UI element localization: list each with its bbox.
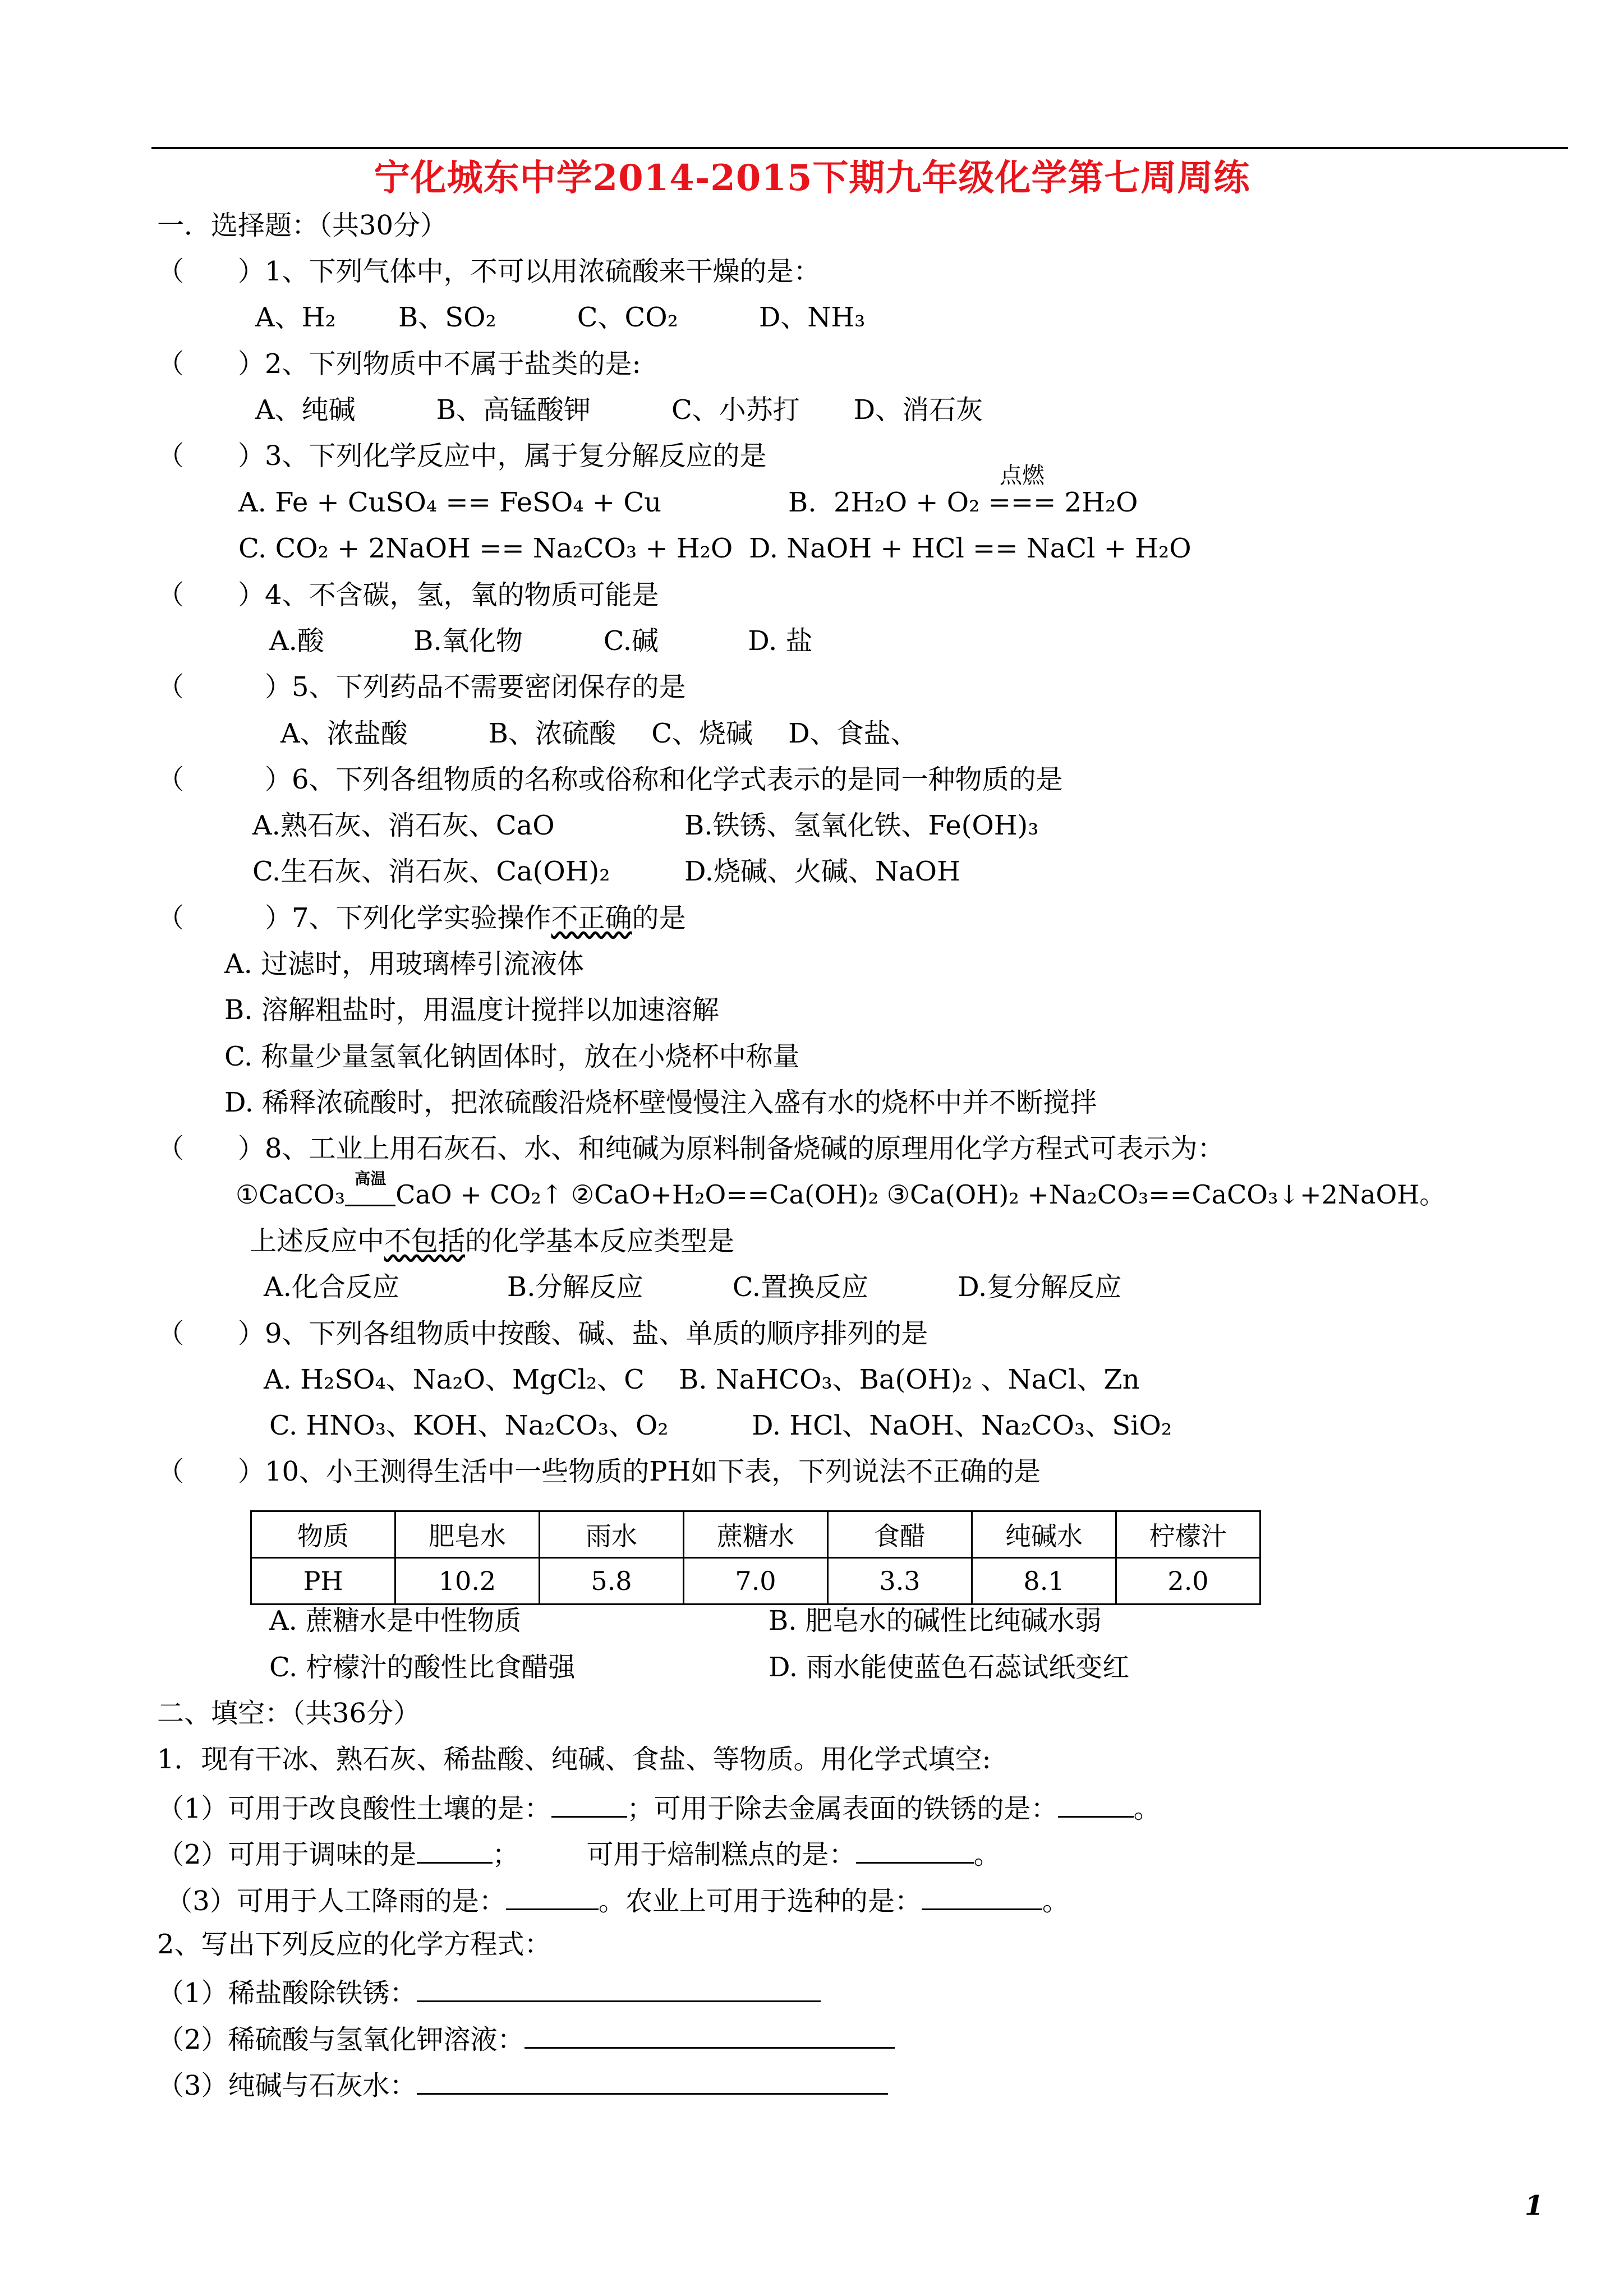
q10-option-b: B. 肥皂水的碱性比纯碱水弱 [769,1605,1102,1636]
q8-reaction-condition: 高温 [345,1178,395,1211]
table-cell: 8.1 [972,1558,1116,1605]
ph-table-header-row [251,1511,1260,1558]
q8-stem: （ ）8、工业上用石灰石、水、和纯碱为原料制备烧碱的原理用化学方程式可表示为： [157,1133,1225,1164]
section1-heading: 一．选择题：（共30分） [157,210,448,241]
table-cell: 柠檬汁 [1116,1511,1260,1558]
q8-question-line: 上述反应中不包括的化学基本反应类型是 [250,1225,735,1257]
q3-option-c: C. CO₂ + 2NaOH == Na₂CO₃ + H₂O [238,533,733,564]
fill-q2-stem: 2、写出下列反应的化学方程式： [157,1929,551,1960]
q3-option-d: D. NaOH + HCl == NaCl + H₂O [749,533,1191,564]
table-cell: 3.3 [828,1558,972,1605]
q7-option-a: A. 过滤时，用玻璃棒引流液体 [224,948,585,980]
table-cell: 肥皂水 [395,1511,540,1558]
q2-options: A、纯碱 B、高锰酸钾 C、小苏打 D、消石灰 [255,394,983,426]
answer-blank[interactable] [856,1835,974,1864]
q9-option-a: A. H₂SO₄、Na₂O、MgCl₂、C [264,1364,645,1395]
q1-options: A、H₂ B、SO₂ C、CO₂ D、NH₃ [255,302,866,333]
answer-blank[interactable] [1058,1789,1134,1818]
q9-stem: （ ）9、下列各组物质中按酸、碱、盐、单质的顺序排列的是 [157,1318,928,1349]
q10-option-c: C. 柠檬汁的酸性比食醋强 [269,1652,576,1683]
fill-q1-stem: 1．现有干冰、熟石灰、稀盐酸、纯碱、食盐、等物质。用化学式填空: [157,1744,991,1775]
q5-options: A、浓盐酸 B、浓硫酸 C、烧碱 D、食盐、 [280,718,918,749]
q7-option-c: C. 称量少量氢氧化钠固体时，放在小烧杯中称量 [224,1041,800,1072]
exam-title: 宁化城东中学2014-2015下期九年级化学第七周周练 [374,157,1250,199]
table-cell: 食醋 [828,1511,972,1558]
table-cell: 5.8 [540,1558,684,1605]
answer-blank[interactable] [417,2066,888,2095]
q8-equations: ①CaCO₃ 高温 CaO + CO₂↑ ②CaO+H₂O==Ca(OH)₂ ③Ca(OH)₂ +Na₂CO₃==CaCO₃↓+2NaOH。 [236,1178,1445,1211]
q6-option-a: A.熟石灰、消石灰、CaO [252,810,555,841]
q3-option-b: B. 2H₂O + O₂ 点燃 === 2H₂O [788,463,1138,518]
fill-q1-line1: （1）可用于改良酸性土壤的是： ；可用于除去金属表面的铁锈的是： 。 [157,1789,1161,1825]
q10-stem: （ ）10、小王测得生活中一些物质的PH如下表，下列说法不正确的是 [157,1456,1041,1487]
fill-q2-line3: （3）纯碱与石灰水： [157,2066,888,2103]
q4-stem: （ ）4、不含碳，氢，氧的物质可能是 [157,579,659,611]
q8-options: A.化合反应 B.分解反应 C.置换反应 D.复分解反应 [264,1271,1122,1303]
answer-blank[interactable] [417,1835,493,1864]
ph-table [250,1510,1261,1605]
fill-q1-line3: （3）可用于人工降雨的是： 。农业上可用于选种的是： 。 [157,1882,1069,1918]
table-cell: 7.0 [684,1558,828,1605]
answer-blank[interactable] [922,1882,1042,1910]
q6-option-d: D.烧碱、火碱、NaOH [684,856,960,887]
table-cell: 10.2 [395,1558,540,1605]
q7-option-b: B. 溶解粗盐时，用温度计搅拌以加速溶解 [224,994,719,1026]
table-cell: 纯碱水 [972,1511,1116,1558]
section2-heading: 二、填空：（共36分） [157,1698,421,1729]
answer-blank[interactable] [417,1974,821,2002]
q3-reaction-condition: 点燃 === [988,463,1056,518]
q1-stem: （ ）1、下列气体中，不可以用浓硫酸来干燥的是： [157,256,821,287]
q3-option-a: A. Fe + CuSO₄ == FeSO₄ + Cu [238,487,662,518]
table-cell: 雨水 [540,1511,684,1558]
page-number: 1 [1525,2190,1544,2221]
q4-options: A.酸 B.氧化物 C.碱 D. 盐 [269,625,813,657]
fill-q1-line2: （2）可用于调味的是 ； 可用于焙制糕点的是： 。 [157,1835,1001,1871]
q7-option-d: D. 稀释浓硫酸时，把浓硫酸沿烧杯壁慢慢注入盛有水的烧杯中并不断搅拌 [224,1087,1097,1118]
fill-q2-line2: （2）稀硫酸与氢氧化钾溶液： [157,2020,895,2057]
answer-blank[interactable] [506,1882,599,1910]
q9-option-c: C. HNO₃、KOH、Na₂CO₃、O₂ [269,1410,669,1441]
q3-stem: （ ）3、下列化学反应中，属于复分解反应的是 [157,440,767,472]
q2-stem: （ ）2、下列物质中不属于盐类的是: [157,348,641,380]
table-cell: PH [251,1558,395,1605]
table-cell: 2.0 [1116,1558,1260,1605]
q9-option-b: B. NaHCO₃、Ba(OH)₂ 、NaCl、Zn [679,1364,1140,1395]
answer-blank[interactable] [551,1789,627,1818]
q6-stem: （ ）6、下列各组物质的名称或俗称和化学式表示的是同一种物质的是 [157,764,1063,795]
q9-option-d: D. HCl、NaOH、Na₂CO₃、SiO₂ [752,1410,1172,1441]
q10-option-d: D. 雨水能使蓝色石蕊试纸变红 [769,1652,1130,1683]
q6-option-c: C.生石灰、消石灰、Ca(OH)₂ [252,856,610,887]
q10-option-a: A. 蔗糖水是中性物质 [269,1605,522,1636]
q7-stem: （ ）7、下列化学实验操作不正确的是 [157,902,686,934]
answer-blank[interactable] [525,2020,895,2049]
fill-q2-line1: （1）稀盐酸除铁锈： [157,1974,821,2010]
q5-stem: （ ）5、下列药品不需要密闭保存的是 [157,671,686,703]
ph-table-value-row [251,1558,1260,1605]
table-cell: 蔗糖水 [684,1511,828,1558]
q6-option-b: B.铁锈、氢氧化铁、Fe(OH)₃ [684,810,1039,841]
table-cell: 物质 [251,1511,395,1558]
